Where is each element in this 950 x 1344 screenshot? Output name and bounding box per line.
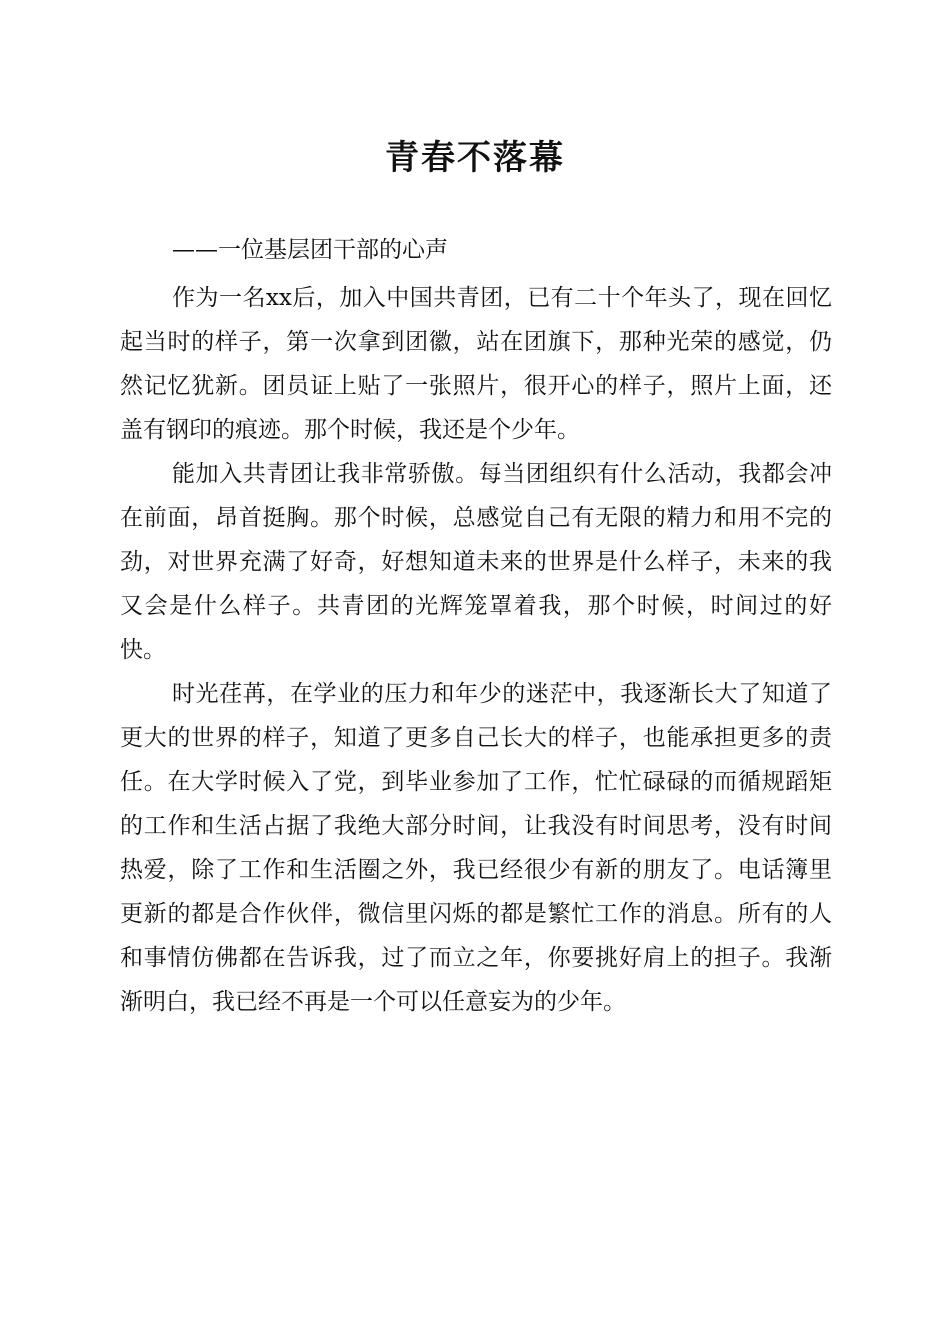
paragraph-3: 时光荏苒，在学业的压力和年少的迷茫中，我逐渐长大了知道了更大的世界的样子，知道了更多自己长大的样子，也能承担更多的责任。在大学时候入了党，到毕业参加了工作，忙忙碌碌的而循规蹈矩的工作和生活占据了我绝大部分时间，让我没有时间思考，没有时间热爱，除了工作和生活圈之外，我已经很少有新的朋友了。电话簿里更新的都是合作伙伴，微信里闪烁的都是繁忙工作的消息。所有的人和事情仿佛都在告诉我，过了而立之年，你要挑好肩上的担子。我渐渐明白，我已经不再是一个可以任意妄为的少年。 xyxy=(120,681,832,1015)
document-body xyxy=(120,276,832,1024)
paragraph-2: 能加入共青团让我非常骄傲。每当团组织有什么活动，我都会冲在前面，昂首挺胸。那个时候，总感觉自己有无限的精力和用不完的劲，对世界充满了好奇，好想知道未来的世界是什么样子，未来的我又会是什么样子。共青团的光辉笼罩着我，那个时候，时间过的好快。 xyxy=(120,461,832,663)
paragraph-1: 作为一名xx后，加入中国共青团，已有二十个年头了，现在回忆起当时的样子，第一次拿到团徽，站在团旗下，那种光荣的感觉，仍然记忆犹新。团员证上贴了一张照片，很开心的样子，照片上面，还盖有钢印的痕迹。那个时候，我还是个少年。 xyxy=(120,285,832,443)
document-subtitle: ——一位基层团干部的心声 xyxy=(172,237,448,263)
document-title: 青春不落幕 xyxy=(385,138,565,178)
